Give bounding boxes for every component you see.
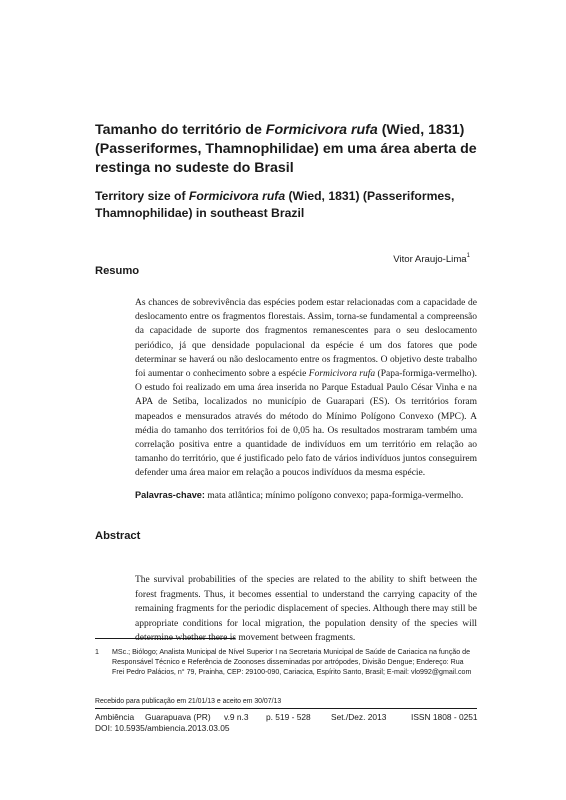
resumo-text-part-2: (Papa-formiga-vermelho). O estudo foi realizado em uma área inserida no Parque Estadual Paulo César Vinha e na APA de Setiba, localizados no município de Guarapari (ES). Os territórios foram mapeados e mensurados através do método do Mínimo Polígono Convexo (MPC). A média do tamanho dos territórios foi de 0,05 ha. Os resultados mostraram também uma correlação positiva entre a quantidade de indivíduos em um território em relação ao tamanho do território, que é justificado pelo fato de vários indivíduos juntos conseguirem defender uma área maior em relação a poucos indivíduos da mesma espécie. xyxy=(135,369,477,479)
author-line xyxy=(393,254,470,265)
title-pt-after: (Wied, 1831) (Passeriformes, Thamnophilidae) em uma área aberta de restinga no sudeste do Brasil xyxy=(95,122,477,176)
article-title-english xyxy=(95,188,480,222)
resumo-body xyxy=(135,296,477,481)
footer-journal: Ambiência xyxy=(95,712,135,722)
abstract-heading: Abstract xyxy=(95,530,141,542)
footnote xyxy=(95,647,477,678)
keywords-text: mata atlântica; mínimo polígono convexo; papa-formiga-vermelho. xyxy=(204,491,464,501)
keywords xyxy=(135,488,477,503)
footnote-number: 1 xyxy=(95,648,99,656)
footnote-divider xyxy=(95,638,235,639)
title-en-species: Formicivora rufa xyxy=(188,189,286,203)
article-title-portuguese xyxy=(95,121,480,178)
resumo-text-part-1: As chances de sobrevivência das espécies podem estar relacionadas com a capacidade de deslocamento entre os fragmentos florestais. Assim, torna-se fundamental a compreensão da capacidade de suporte dos fragmentos remanescentes para o seu deslocamento periódico, já que densidade populacional da espécie é um dos fatores que pode determinar se haverá ou não deslocamento entre os fragmentos. O objetivo deste trabalho foi aumentar o conhecimento sobre a espécie xyxy=(135,298,477,380)
received-date: Recebido para publicação em 21/01/13 e aceito em 30/07/13 xyxy=(95,698,282,705)
author-name: Vitor Araujo-Lima xyxy=(393,254,467,265)
keywords-label: Palavras-chave: xyxy=(135,490,205,500)
title-en-after: (Wied, 1831) (Passeriformes, Thamnophilidae) in southeast Brazil xyxy=(95,189,455,220)
footer-doi: DOI: 10.5935/ambiencia.2013.03.05 xyxy=(95,723,230,733)
footer-volume: v.9 n.3 xyxy=(224,712,249,722)
resumo-species: Formicivora rufa xyxy=(308,369,376,380)
title-pt-species: Formicivora rufa xyxy=(265,122,378,138)
footer-issn: ISSN 1808 - 0251 xyxy=(411,712,478,722)
footer-city: Guarapuava (PR) xyxy=(145,712,211,722)
resumo-heading: Resumo xyxy=(95,265,140,277)
title-pt-before: Tamanho do território de xyxy=(95,122,266,138)
footer-pages: p. 519 - 528 xyxy=(266,712,311,722)
author-affiliation-mark: 1 xyxy=(466,253,470,259)
footer-date: Set./Dez. 2013 xyxy=(331,712,387,722)
footer-divider xyxy=(95,708,477,709)
title-en-before: Territory size of xyxy=(95,189,189,203)
abstract-body: The survival probabilities of the species are related to the ability to shift between the forest fragments. Thus, it becomes essential to understand the carrying capacity of the remaining fragments for the periodic displacement of species. Although there may still be appropriate conditions for local migration, the population density of the species will determine whether there is movement between fragments. xyxy=(135,575,477,644)
footnote-text: MSc.; Biólogo; Analista Municipal de Nível Superior I na Secretaria Municipal de Saúde de Cariacica na função de Responsável Técnico e Referência de Zoonoses disseminadas por artrópodes, Divisão Dengue; Endereço: Rua Frei Pedro Palácios, n° 79, Prainha, CEP: 29100-090, Cariacica, Espírito Santo, Brasil; E-mail: vlo992@gmail.com xyxy=(112,648,472,677)
